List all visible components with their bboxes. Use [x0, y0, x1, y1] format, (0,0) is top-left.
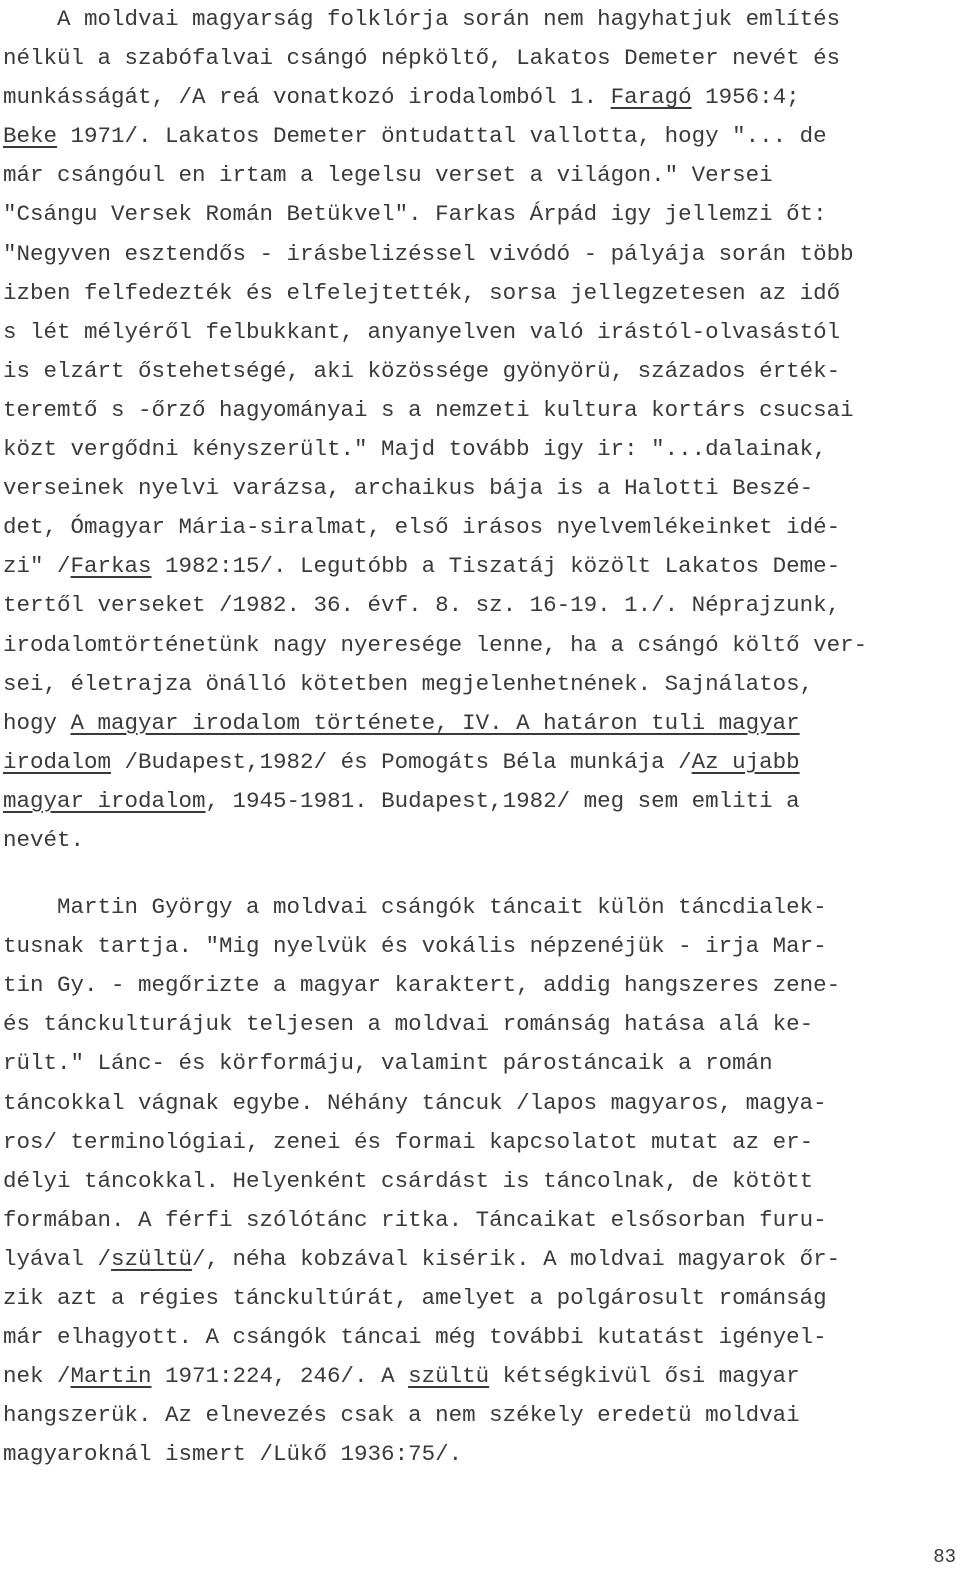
underlined-reference: Beke: [3, 123, 58, 150]
text-run: zik azt a régies tánckultúrát, amelyet a polgárosult románság: [3, 1285, 827, 1311]
text-run: zi" /: [3, 553, 71, 580]
text-line: [3, 1044, 953, 1083]
text-run: ros/ terminológiai, zenei és formai kapcsolatot mutat az er-: [3, 1128, 814, 1155]
paragraph: [3, 888, 953, 1474]
text-run: és tánckulturájuk teljesen a moldvai románság hatása alá ke-: [3, 1011, 814, 1038]
text-run: 1971:224, 246/. A: [151, 1363, 409, 1390]
underlined-reference: magyar irodalom: [3, 787, 206, 814]
text-run: magyaroknál ismert /Lükő 1936:75/.: [3, 1441, 463, 1468]
text-line: [3, 1357, 953, 1396]
text-run: izben felfedezték és elfelejtették, sorsa jellegzetesen az idő: [3, 279, 841, 306]
text-line: [3, 1005, 953, 1044]
underlined-reference: A magyar irodalom története, IV. A határon tuli magyar: [70, 709, 800, 736]
text-line: [3, 117, 953, 156]
underlined-reference: irodalom: [3, 748, 112, 775]
text-run: /, néha kobzával kisérik. A moldvai magyarok őr-: [192, 1245, 841, 1272]
text-line: [3, 1318, 953, 1357]
text-run: verseinek nyelvi varázsa, archaikus bája is a Halotti Beszé-: [3, 475, 814, 502]
text-run: nek /: [3, 1363, 71, 1390]
underlined-reference: szültü: [408, 1363, 490, 1390]
text-line: [3, 547, 953, 586]
text-line: [3, 235, 953, 274]
text-run: "Csángu Versek Román Betükvel". Farkas Árpád igy jellemzi őt:: [3, 201, 827, 228]
text-line: [3, 352, 953, 391]
paragraph-gap: [3, 860, 953, 888]
text-run: A moldvai magyarság folklórja során nem hagyhatjuk említés: [3, 6, 841, 32]
text-line: [3, 78, 953, 117]
underlined-reference: Az ujabb: [691, 748, 800, 775]
text-run: tin Gy. - megőrizte a magyar karaktert, addig hangszeres zene-: [3, 972, 841, 999]
text-line: [3, 1240, 953, 1279]
text-line: [3, 888, 953, 927]
text-run: munkásságát, /A reá vonatkozó irodalomból 1.: [3, 84, 611, 111]
text-line: [3, 586, 953, 625]
text-run: rült." Lánc- és körformáju, valamint párostáncaik a román: [3, 1050, 773, 1077]
body-text: [3, 0, 953, 1474]
text-run: 1982:15/. Legutóbb a Tiszatáj közölt Lakatos Deme-: [151, 553, 841, 580]
text-line: [3, 1201, 953, 1240]
text-run: formában. A férfi szólótánc ritka. Táncaikat elsősorban furu-: [3, 1206, 827, 1233]
text-line: [3, 1123, 953, 1162]
text-run: , 1945-1981. Budapest,1982/ meg sem emliti a: [205, 787, 800, 814]
text-run: már csángóul en irtam a legelsu verset a világon." Versei: [3, 162, 773, 189]
text-run: táncokkal vágnak egybe. Néhány táncuk /lapos magyaros, magya-: [3, 1089, 827, 1116]
text-line: [3, 1396, 953, 1435]
text-line: [3, 274, 953, 313]
text-line: [3, 927, 953, 966]
text-line: [3, 821, 953, 860]
text-line: [3, 704, 953, 743]
text-run: sei, életrajza önálló kötetben megjelenhetnének. Sajnálatos,: [3, 670, 814, 697]
text-line: [3, 0, 953, 39]
text-run: s lét mélyéről felbukkant, anyanyelven való irástól-olvasástól: [3, 318, 841, 345]
text-line: [3, 1162, 953, 1201]
text-run: "Negyven esztendős - irásbelizéssel vivódó - pályája során több: [3, 240, 854, 267]
text-run: det, Ómagyar Mária-siralmat, első irásos nyelvemlékeinket idé-: [3, 514, 841, 541]
text-run: nevét.: [3, 826, 85, 853]
text-run: délyi táncokkal. Helyenként csárdást is táncolnak, de kötött: [3, 1167, 814, 1194]
text-line: [3, 313, 953, 352]
text-run: 1956:4;: [691, 84, 800, 111]
underlined-reference: Farkas: [70, 553, 152, 580]
text-run: kétségkivül ősi magyar: [489, 1363, 800, 1390]
text-line: [3, 156, 953, 195]
text-line: [3, 626, 953, 665]
text-run: is elzárt őstehetségé, aki közössége gyönyörü, százados érték-: [3, 357, 841, 384]
text-run: közt vergődni kényszerült." Majd tovább igy ir: "...dalainak,: [3, 436, 827, 463]
underlined-reference: Faragó: [610, 84, 692, 111]
text-line: [3, 665, 953, 704]
text-run: 1971/. Lakatos Demeter öntudattal vallotta, hogy "... de: [57, 123, 827, 150]
text-line: [3, 430, 953, 469]
text-line: [3, 1279, 953, 1318]
text-line: [3, 1084, 953, 1123]
text-line: [3, 469, 953, 508]
text-run: hangszerük. Az elnevezés csak a nem székely eredetü moldvai: [3, 1402, 800, 1429]
text-run: Martin György a moldvai csángók táncait külön táncdialek-: [3, 894, 827, 921]
text-line: [3, 782, 953, 821]
text-run: /Budapest,1982/ és Pomogáts Béla munkája /: [111, 748, 692, 775]
text-line: [3, 966, 953, 1005]
text-run: tertől verseket /1982. 36. évf. 8. sz. 16-19. 1./. Néprajzunk,: [3, 592, 841, 619]
paragraph: [3, 0, 953, 860]
text-run: irodalomtörténetünk nagy nyeresége lenne, ha a csángó költő ver-: [3, 631, 868, 658]
text-line: [3, 39, 953, 78]
text-run: tusnak tartja. "Mig nyelvük és vokális népzenéjük - irja Mar-: [3, 933, 827, 960]
text-line: [3, 743, 953, 782]
text-run: teremtő s -őrző hagyományai s a nemzeti kultura kortárs csucsai: [3, 396, 854, 423]
text-run: lyával /: [3, 1245, 112, 1272]
page-number: 83: [933, 1546, 956, 1568]
underlined-reference: szültü: [111, 1245, 193, 1272]
text-run: már elhagyott. A csángók táncai még további kutatást igényel-: [3, 1324, 827, 1351]
text-line: [3, 508, 953, 547]
document-page: [3, 0, 953, 1474]
text-line: [3, 1435, 953, 1474]
text-run: nélkül a szabófalvai csángó népköltő, Lakatos Demeter nevét és: [3, 45, 841, 72]
text-line: [3, 391, 953, 430]
text-run: hogy: [3, 709, 71, 736]
underlined-reference: Martin: [70, 1363, 152, 1390]
text-line: [3, 195, 953, 234]
